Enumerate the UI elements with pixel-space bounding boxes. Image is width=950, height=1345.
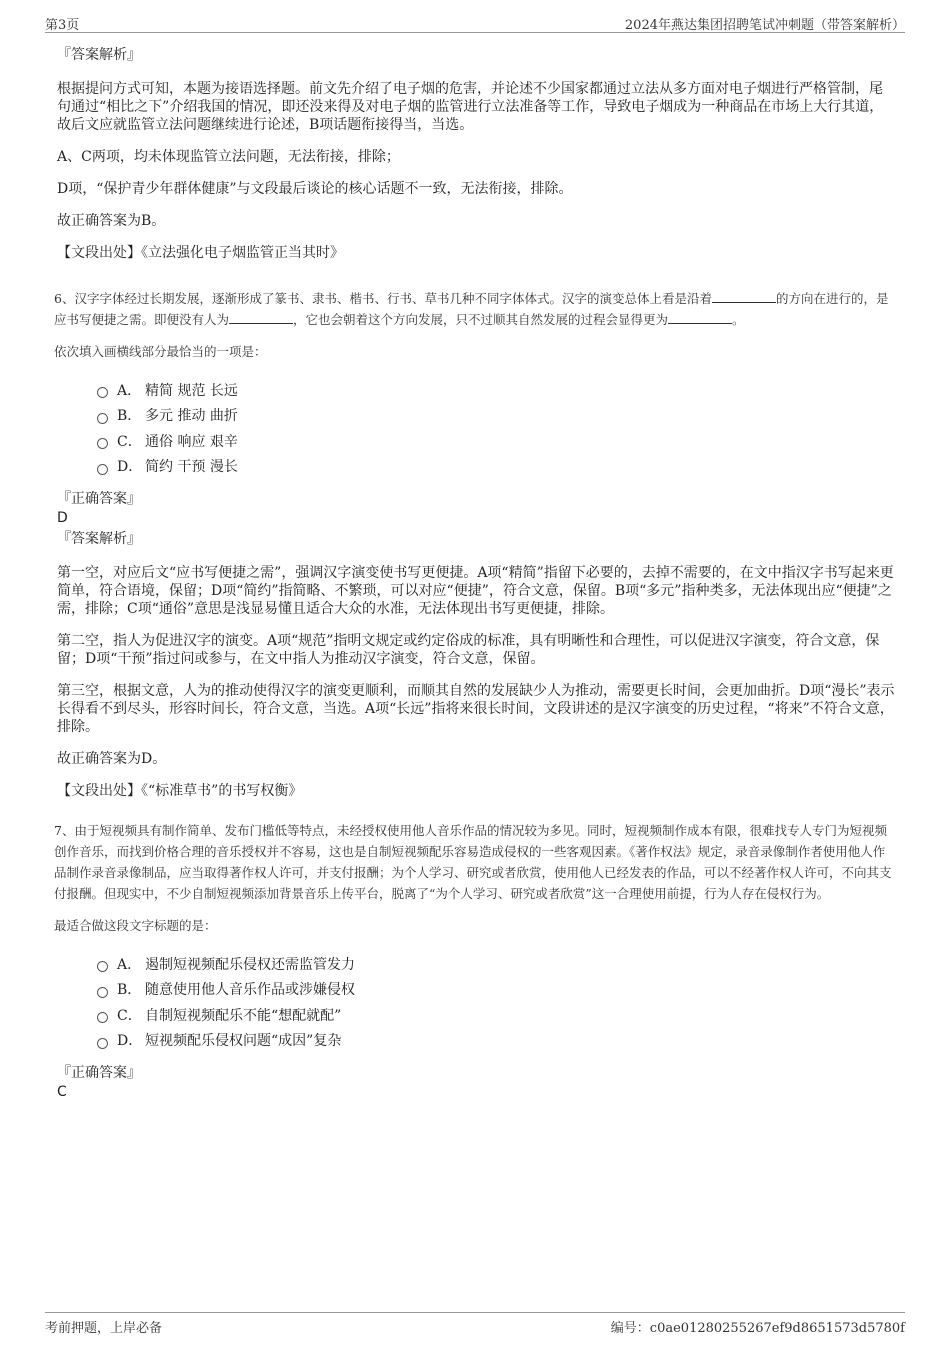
radio-icon[interactable] [97,987,108,998]
radio-icon[interactable] [97,413,108,424]
q5-analysis-paragraph: 根据提问方式可知，本题为接语选择题。前文先介绍了电子烟的危害，并论述不少国家都通过立法从多方面对电子烟进行严格管制，尾句通过“相比之下”介绍我国的情况，即还没来得及对电子烟的监管进行立法准备等工作，导致电子烟成为一种商品在市场上大行其道，故后文应就监管立法问题继续进行论述，B项话题衔接得当，当选。 [57,81,884,133]
page-content [54,46,895,1104]
radio-icon[interactable] [97,961,108,972]
q5-answer-conclusion: 故正确答案为B。 [57,213,166,229]
document-code: 编号：c0ae01280255267ef9d8651573d5780f [610,1321,905,1336]
q6-option-b[interactable]: B． 多元 推动 曲折 [97,404,895,430]
q6-options [97,378,895,480]
document-title: 2024年燕达集团招聘笔试冲刺题（带答案解析） [624,18,905,33]
q6-answer: D [57,510,68,526]
radio-icon[interactable] [97,1038,108,1049]
q5-analysis-paragraph: A、C两项，均未体现监管立法问题，无法衔接，排除； [57,149,400,165]
q6-answer-conclusion: 故正确答案为D。 [57,751,167,767]
q6-option-a[interactable]: A． 精简 规范 长远 [97,378,895,404]
q5-analysis-paragraph: D项，“保护青少年群体健康”与文段最后谈论的核心话题不一致，无法衔接，排除。 [57,181,573,197]
q6-analysis-label: 『答案解析』 [57,531,141,547]
radio-icon[interactable] [97,464,108,475]
q7-stem: 7、由于短视频具有制作简单、发布门槛低等特点，未经授权使用他人音乐作品的情况较为多见。同时，短视频制作成本有限，很难找专人专门为短视频创作音乐，而找到价格合理的音乐授权并不容易，这也是自制短视频配乐容易造成侵权的一些客观因素。《著作权法》规定，录音录像制作者使用他人作品制作录音录像制品，应当取得著作权人许可，并支付报酬；为个人学习、研究或者欣赏，使用他人已经发表的作品，可以不经著作权人许可，不向其支付报酬。但现实中，不少自制短视频添加背景音乐上传平台，脱离了“为个人学习、研究或者欣赏”这一合理使用前提，行为人存在侵权行为。 [54,823,892,901]
q6-analysis-paragraph: 第一空，对应后文“应书写便捷之需”，强调汉字演变使书写更便捷。A项“精简”指留下必要的，去掉不需要的，在文中指汉字书写起来更简单，符合语境，保留；D项“简约”指简略、不繁琐，可以对应“便捷”，符合文意，保留。B项“多元”指种类多，无法体现出应“便捷”之需，排除；C项“通俗”意思是浅显易懂且适合大众的水准，无法体现出书写更便捷，排除。 [57,565,894,617]
q6-source: 【文段出处】《“标准草书”的书写权衡》 [57,783,303,799]
q7-answer-label: 『正确答案』 [57,1065,141,1081]
q6-option-d[interactable]: D． 简约 干预 漫长 [97,455,895,481]
fill-blank [712,290,776,303]
q7-answer: C [57,1084,67,1100]
radio-icon[interactable] [97,438,108,449]
q7-prompt: 最适合做这段文字标题的是： [54,918,217,933]
q6-stem: 6、汉字字体经过长期发展，逐渐形成了篆书、隶书、楷书、行书、草书几种不同字体体式。汉字的演变总体上看是沿着 的方向在进行的，是应书写便捷之需。即便没有人为 ，它也会朝着这个方向发展，只不过顺其自然发展的过程会显得更为 。 [54,291,889,327]
page-number: 第3页 [45,18,80,33]
q7-option-d[interactable]: D． 短视频配乐侵权问题“成因”复杂 [97,1029,895,1055]
q5-source: 【文段出处】《立法强化电子烟监管正当其时》 [57,245,344,261]
q7-options [97,952,895,1054]
q7-option-a[interactable]: A． 遏制短视频配乐侵权还需监管发力 [97,952,895,978]
page-header [45,14,905,33]
footer-slogan: 考前押题，上岸必备 [45,1321,163,1336]
q6-prompt: 依次填入画横线部分最恰当的一项是： [54,344,267,359]
q6-analysis-paragraph: 第二空，指人为促进汉字的演变。A项“规范”指明文规定或约定俗成的标准，具有明晰性和合理性，可以促进汉字演变，符合文意，保留；D项“干预”指过问或参与，在文中指人为推动汉字演变，符合文意，保留。 [57,633,880,667]
fill-blank [229,311,293,324]
q5-analysis-label: 『答案解析』 [57,47,141,63]
q7-option-b[interactable]: B． 随意使用他人音乐作品或涉嫌侵权 [97,978,895,1004]
q6-option-c[interactable]: C． 通俗 响应 艰辛 [97,429,895,455]
page-footer [45,1312,905,1335]
q6-analysis-paragraph: 第三空，根据文意，人为的推动使得汉字的演变更顺利，而顺其自然的发展缺少人为推动，需要更长时间，会更加曲折。D项“漫长”表示长得看不到尽头，形容时间长，符合文意，当选。A项“长远”指将来很长时间，文段讲述的是汉字演变的历史过程，“将来”不符合文意，排除。 [57,683,895,735]
radio-icon[interactable] [97,1012,108,1023]
radio-icon[interactable] [97,387,108,398]
q7-option-c[interactable]: C． 自制短视频配乐不能“想配就配” [97,1003,895,1029]
fill-blank [668,311,732,324]
q6-answer-label: 『正确答案』 [57,491,141,507]
